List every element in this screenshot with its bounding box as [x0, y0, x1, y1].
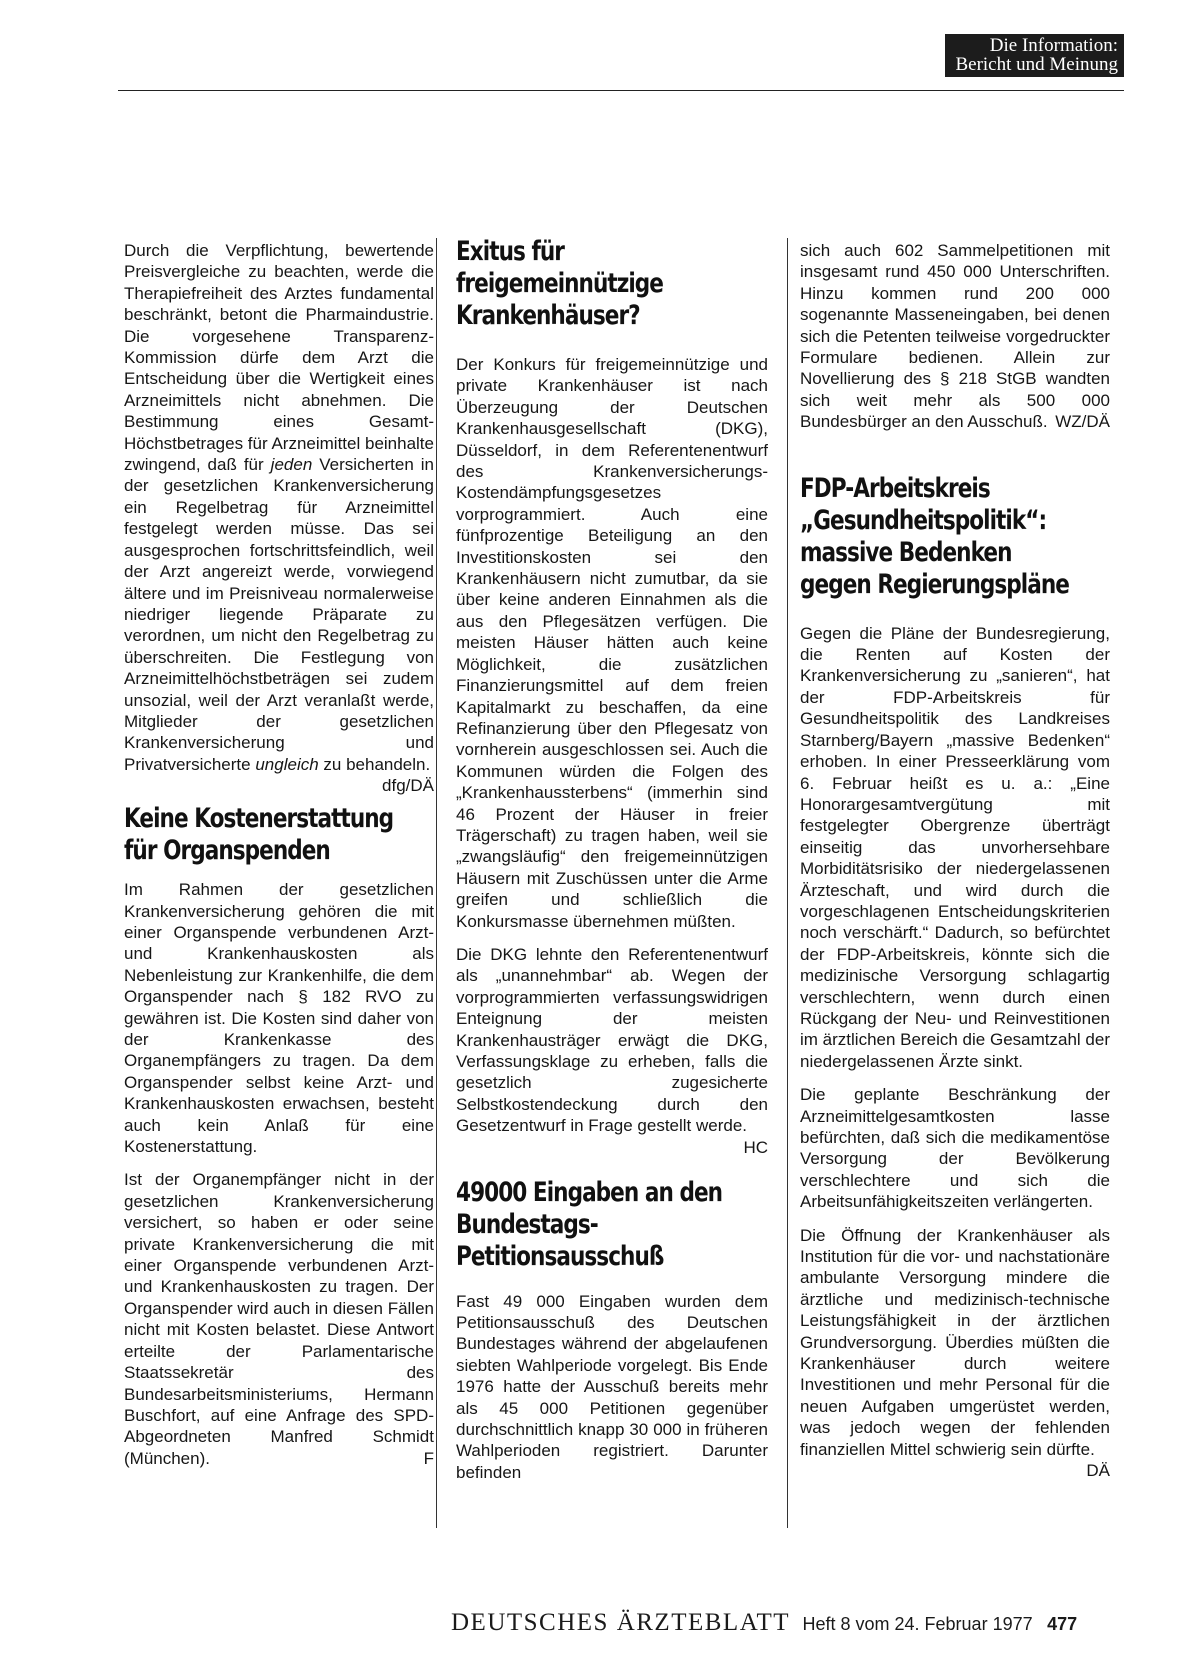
paragraph: Ist der Organempfänger nicht in der gesetzlichen Krankenversicherung versichert, so haben er oder seine private Krankenversicherung die mit einer Organspende verbundenen Arzt- und Krankenhauskosten zu tragen. Der Organspender wird auch in diesen Fällen nicht mit Kosten belastet. Diese Antwort erteilte der Parlamentarische Staatssekretär des Bundesarbeitsministeriums, Hermann Buschfort, auf eine Anfrage des SPD-Abgeordneten Manfred Schmidt (München). F: [124, 1170, 434, 1468]
header-rule: [118, 90, 1124, 91]
paragraph: Der Konkurs für freigemeinnützige und private Krankenhäuser ist nach Überzeugung der Deutschen Krankenhausgesellschaft (DKG), Düsseldorf, in dem Referentenentwurf des Krankenversicherungs-Kostendämpfungsgesetzes vorprogrammiert. Auch eine fünfprozentige Beteiligung an den Investitionskosten sei den Krankenhäusern nicht zumutbar, da sie über keine anderen Einnahmen als die aus den Pflegesätzen verfügen. Die meisten Häuser hätten auch keine Möglichkeit, die zusätzlichen Finanzierungsmittel auf dem freien Kapitalmarkt zu beschaffen, da eine Refinanzierung über den Pflegesatz von vornherein ausgeschlossen sei. Auch die Kommunen würden die Folgen des „Krankenhaussterbens“ (immerhin sind 46 Prozent der Häuser in freier Trägerschaft) zu tragen haben, weil sie „zwangsläufig“ den freigemeinnützigen Häusern mit Zuschüssen unter die Arme greifen und schließlich die Konkursmasse übernehmen müßten.: [456, 355, 768, 931]
paragraph: sich auch 602 Sammelpetitionen mit insgesamt rund 450 000 Unterschriften. Hinzu kommen rund 200 000 sogenannte Masseneingaben, bei denen sich die Petenten teilweise vorgedruckter Formulare bedienen. Allein zur Novellierung des § 218 StGB wandten sich weit mehr als 500 000 Bundesbürger an den Ausschuß. WZ/DÄ: [800, 241, 1110, 432]
column-1: [124, 240, 434, 1481]
page-number: 477: [1047, 1614, 1078, 1634]
emphasis-ungleich: ungleich: [255, 754, 319, 774]
magazine-name: DEUTSCHES ÄRZTEBLATT: [451, 1609, 791, 1636]
section-badge-line1: Die Information:: [989, 35, 1118, 56]
column-divider-1: [436, 238, 437, 1528]
column-3: [800, 240, 1110, 1482]
paragraph: Gegen die Pläne der Bundesregierung, die Renten auf Kosten der Krankenversicherung zu „sanieren“, hat der FDP-Arbeitskreis für Gesundheitspolitik des Landkreises Starnberg/Bayern „massive Bedenken“ erhoben. In einer Presseerklärung vom 6. Februar heißt es u. a.: „Eine Honorargesamtvergütung mit festgelegter Obergrenze überträgt einseitig das unvorhersehbare Morbiditätsrisiko der niedergelassenen Ärzteschaft, und wird durch die vorgeschlagenen Entscheidungskriterien noch verschärft.“ Dadurch, so befürchtet der FDP-Arbeitskreis, könnte sich die medizinische Versorgung schlagartig verschlechtern, wenn durch einen Rückgang der Neu- und Reinvestitionen im ärztlichen Bereich die Gesamtzahl der niedergelassenen Ärzte sinkt.: [800, 623, 1110, 1071]
author-signature: F: [423, 1448, 434, 1468]
paragraph: Im Rahmen der gesetzlichen Krankenversicherung gehören die mit einer Organspende verbundenen Arzt- und Krankenhauskosten als Nebenleistung zur Krankenhilfe, die dem Organspender nach § 182 RVO zu gewähren ist. Die Kosten sind daher von der Krankenkasse des Organempfängers zu tragen. Da dem Organspender selbst keine Arzt- und Krankenhauskosten erwachsen, besteht auch kein Anlaß für eine Kostenerstattung.: [124, 880, 434, 1157]
column-divider-2: [787, 238, 788, 1528]
section-badge-line2: Bericht und Meinung: [955, 54, 1118, 75]
section-badge: [945, 34, 1124, 77]
paragraph: Die geplante Beschränkung der Arzneimittelgesamtkosten lasse befürchten, daß sich die medikamentöse Versorgung der Bevölkerung verschlechtere und sich die Arbeitsunfähigkeitszeiten verlängerten.: [800, 1085, 1110, 1212]
paragraph: Die Öffnung der Krankenhäuser als Institution für die vor- und nachstationäre ambulante Versorgung mindere die ärztliche und medizinisch-technische Leistungsfähigkeit in der ärztlichen Grundversorgung. Überdies müßten die Krankenhäuser durch weitere Investitionen und mehr Personal für die neuen Aufgaben umgerüstet werden, was jedoch wegen der fehlenden finanziellen Mittel schwierig sein dürfte. DÄ: [800, 1225, 1110, 1481]
headline-organspenden: Keine Kostenerstattung für Organspenden: [124, 803, 394, 867]
headline-fdp-arbeitskreis: FDP-Arbeitskreis „Gesundheitspolitik“: massive Bedenken gegen Regierungspläne: [800, 472, 1069, 600]
paragraph: Die DKG lehnte den Referentenentwurf als „unannehmbar“ ab. Wegen der vorprogrammierten verfassungswidrigen Enteignung der meisten Krankenhausträger erwägt die DKG, Verfassungsklage zu erheben, falls die gesetzlich zugesicherte Selbstkostendeckung durch den Gesetzentwurf in Frage gestellt werde. HC: [456, 944, 768, 1157]
headline-exitus: Exitus für freigemeinnützige Krankenhäuser?: [456, 236, 663, 331]
emphasis-jeden: jeden: [270, 455, 313, 475]
issue-info: Heft 8 vom 24. Februar 1977: [802, 1614, 1033, 1634]
author-signature: DÄ: [1086, 1461, 1110, 1481]
headline-petitionsausschuss: 49000 Eingaben an den Bundestags- Petitionsausschuß: [456, 1176, 723, 1272]
column-2: [456, 236, 768, 1495]
page-footer: [451, 1609, 1077, 1637]
author-signature: WZ/DÄ: [1055, 412, 1110, 432]
article-continuation: Durch die Verpflichtung, bewertende Preisvergleiche zu beachten, werde die Therapiefreiheit des Arztes fundamental beschränkt, betont die Pharmaindustrie. Die vorgesehene Transparenz-Kommission dürfe dem Arzt die Entscheidung über die Wertigkeit eines Arzneimittels nicht abnehmen. Die Bestimmung eines Gesamt-Höchstbetrages für Arzneimittel beinhalte zwingend, daß für jeden Versicherten in der gesetzlichen Krankenversicherung ein Regelbetrag für Arzneimittel festgelegt werden müsse. Das sei ausgesprochen fortschrittsfeindlich, weil der Arzt angereizt werde, vorwiegend ältere und im Preisniveau normalerweise niedriger liegende Präparate zu verordnen, um nicht den Regelbetrag zu überschreiten. Die Festlegung von Arzneimittelhöchstbeträgen sei zudem unsozial, weil der Arzt veranlaßt werde, Mitglieder der gesetzlichen Krankenversicherung und Privatversicherte ungleich zu behandeln. dfg/DÄ: [124, 241, 434, 796]
author-signature: HC: [743, 1137, 768, 1157]
paragraph: Fast 49 000 Eingaben wurden dem Petitionsausschuß des Deutschen Bundestages während der abgelaufenen siebten Wahlperiode vorgelegt. Bis Ende 1976 hatte der Ausschuß bereits mehr als 45 000 Petitionen gegenüber durchschnittlich knapp 30 000 in früheren Wahlperioden registriert. Darunter befinden: [456, 1291, 768, 1482]
author-signature: dfg/DÄ: [382, 776, 434, 796]
